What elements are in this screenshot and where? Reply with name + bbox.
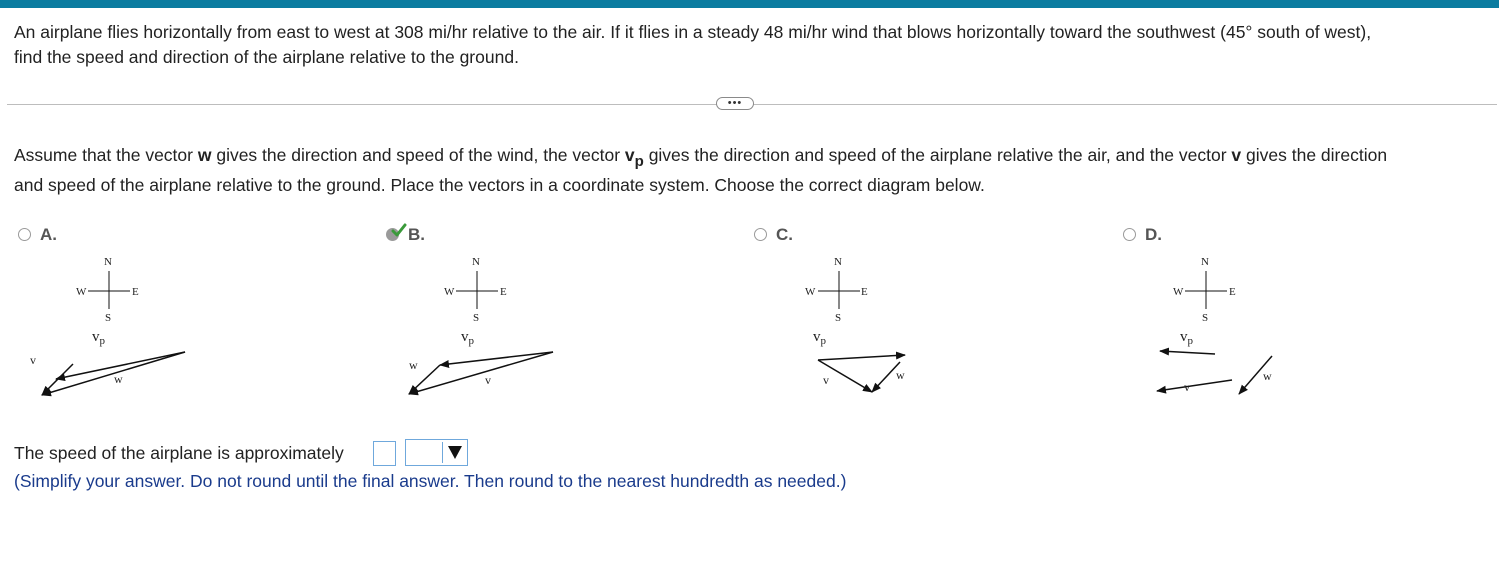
compass-w: W <box>444 286 455 298</box>
speed-answer-input[interactable] <box>373 441 396 466</box>
assume-text-3: gives the direction and speed of the airplane relative the air, and the vector <box>643 145 1232 165</box>
label-w: w <box>896 368 905 382</box>
answer-instruction: (Simplify your answer. Do not round until the final answer. Then round to the nearest hundredth as needed.) <box>14 471 847 491</box>
top-bar <box>0 0 1499 8</box>
answer-prefix: The speed of the airplane is approximately <box>14 443 344 463</box>
assumption-line-1 <box>14 140 1492 170</box>
label-v: v <box>485 373 491 387</box>
choice-c-radio[interactable] <box>754 228 767 241</box>
more-button[interactable]: ••• <box>716 97 754 110</box>
compass-w: W <box>76 286 87 298</box>
compass-s: S <box>105 312 112 324</box>
compass-w: W <box>805 286 816 298</box>
compass-n: N <box>834 256 842 268</box>
compass-n: N <box>1201 256 1209 268</box>
checkmark-icon <box>391 223 407 239</box>
diagram-b <box>398 250 568 410</box>
label-vp: $v_p$ <box>461 329 474 347</box>
label-w: w <box>1263 369 1272 383</box>
diagram-c <box>760 250 930 410</box>
choice-d-radio[interactable] <box>1123 228 1136 241</box>
assume-text-4: gives the direction <box>1241 145 1388 165</box>
compass-e: E <box>500 286 507 298</box>
compass-w: W <box>1173 286 1184 298</box>
label-v: v <box>823 373 829 387</box>
label-vp: $v_p$ <box>1180 329 1193 347</box>
label-w: w <box>409 358 418 372</box>
choice-a-radio[interactable] <box>18 228 31 241</box>
label-v: v <box>30 353 36 367</box>
label-vp: $v_p$ <box>92 329 105 347</box>
unit-dropdown[interactable] <box>405 439 468 466</box>
diagram-d <box>1127 250 1297 410</box>
assume-text-2: gives the direction and speed of the wind, the vector <box>211 145 625 165</box>
vector-vp-arrow <box>440 352 553 365</box>
label-v: v <box>1184 380 1190 394</box>
compass-n: N <box>104 256 112 268</box>
compass-s: S <box>835 312 842 324</box>
vector-v-symbol: v <box>1231 145 1242 165</box>
choice-d-label: D. <box>1145 225 1162 244</box>
assumption-line-2: and speed of the airplane relative to the ground. Place the vectors in a coordinate system. Choose the correct diagram below. <box>14 175 985 195</box>
assume-text-1: Assume that the vector <box>14 145 198 165</box>
assumption-text <box>14 140 1492 200</box>
vector-vp-arrow <box>1160 351 1215 354</box>
choice-a-label: A. <box>40 225 57 244</box>
problem-statement <box>14 20 1489 70</box>
vp-main: v <box>624 145 635 165</box>
vector-w-symbol: w <box>197 145 212 165</box>
label-w: w <box>114 372 123 386</box>
diagram-a <box>30 250 200 410</box>
vector-vp-symbol <box>624 145 644 170</box>
choice-c-label: C. <box>776 225 793 244</box>
compass-e: E <box>132 286 139 298</box>
vector-v-arrow <box>1157 380 1232 391</box>
compass-e: E <box>861 286 868 298</box>
dropdown-arrow-icon[interactable] <box>448 446 462 459</box>
choice-b-label: B. <box>408 225 425 244</box>
dropdown-divider <box>442 442 443 463</box>
label-vp: $v_p$ <box>813 329 826 347</box>
problem-line-2: find the speed and direction of the airplane relative to the ground. <box>14 47 519 67</box>
vp-sub: p <box>634 153 644 170</box>
compass-s: S <box>1202 312 1209 324</box>
problem-line-1: An airplane flies horizontally from east to west at 308 mi/hr relative to the air. If it flies in a steady 48 mi/hr wind that blows horizontally toward the southwest (45° south of west), <box>14 22 1372 42</box>
compass-e: E <box>1229 286 1236 298</box>
compass-n: N <box>472 256 480 268</box>
compass-s: S <box>473 312 480 324</box>
vector-vp-arrow <box>818 355 905 360</box>
